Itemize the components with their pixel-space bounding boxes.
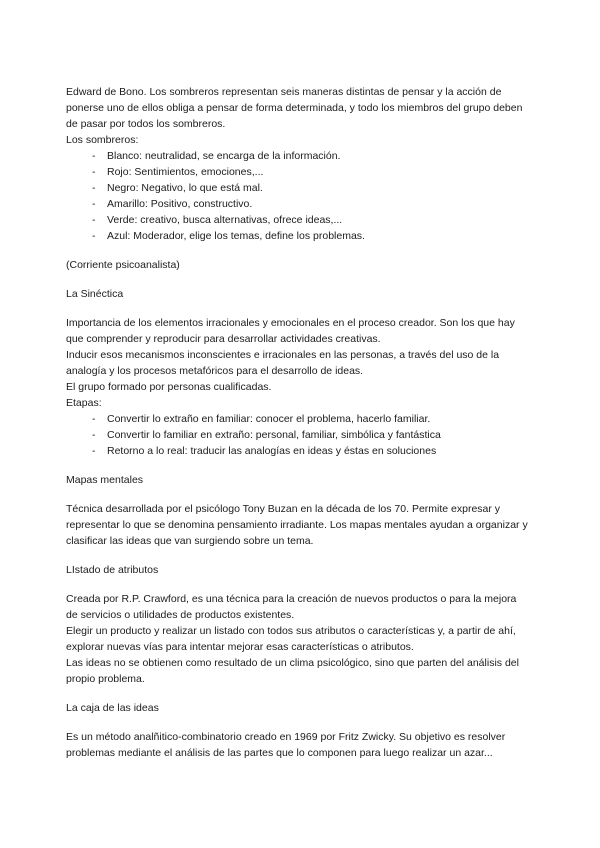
document-body — [66, 84, 530, 761]
list-item — [66, 228, 530, 244]
paragraph: (Corriente psicoanalista) — [66, 259, 180, 271]
paragraph: Las ideas no se obtienen como resultado de un clima psicológico, sino que parten del análisis del propio problema. — [66, 657, 519, 685]
list-item — [66, 212, 530, 228]
list-item-text: Convertir lo extraño en familiar: conocer el problema, hacerlo familiar. — [107, 413, 431, 425]
section-heading: Mapas mentales — [66, 474, 144, 486]
blank-line — [66, 459, 530, 472]
dash-bullet-marker: - — [92, 182, 96, 194]
paragraph: Elegir un producto y realizar un listado con todos sus atributos o características y, a partir de ahí, explorar nuevas vías para intentar mejorar esas características o atributos. — [66, 625, 516, 653]
list-item — [66, 443, 530, 459]
list-item-text: Blanco: neutralidad, se encarga de la información. — [107, 150, 341, 162]
blank-line — [66, 716, 530, 729]
list-item-text: Retorno a lo real: traducir las analogías en ideas y éstas en soluciones — [107, 445, 437, 457]
dash-bullet-marker: - — [92, 230, 96, 242]
dash-bullet-marker: - — [92, 150, 96, 162]
dash-bullet-marker: - — [92, 413, 96, 425]
blank-line — [66, 273, 530, 286]
blank-line — [66, 578, 530, 591]
paragraph: Importancia de los elementos irracionales y emocionales en el proceso creador. Son los que hay que comprender y reproducir para desarrollar actividades creativas. — [66, 317, 515, 345]
paragraph: Inducir esos mecanismos inconscientes e irracionales en las personas, a través del uso de la analogía y los procesos metafóricos para el desarrollo de ideas. — [66, 349, 500, 377]
dash-bullet-marker: - — [92, 214, 96, 226]
dash-bullet-marker: - — [92, 166, 96, 178]
blank-line — [66, 488, 530, 501]
bullet-list — [66, 411, 530, 459]
list-item-text: Amarillo: Positivo, constructivo. — [107, 198, 253, 210]
blank-line — [66, 549, 530, 562]
section-heading: LIstado de atributos — [66, 564, 159, 576]
paragraph: Técnica desarrollada por el psicólogo Tony Buzan en la década de los 70. Permite expresar y representar lo que se denomina pensamiento irradiante. Los mapas mentales ayudan a organizar y clasificar las ideas que van surgiendo sobre un tema. — [66, 503, 528, 547]
dash-bullet-marker: - — [92, 445, 96, 457]
bullet-list — [66, 148, 530, 244]
blank-line — [66, 302, 530, 315]
paragraph: Los sombreros: — [66, 134, 139, 146]
section-heading: La caja de las ideas — [66, 702, 159, 714]
paragraph: El grupo formado por personas cualificadas. — [66, 381, 272, 393]
dash-bullet-marker: - — [92, 429, 96, 441]
list-item — [66, 427, 530, 443]
blank-line — [66, 244, 530, 257]
list-item-text: Negro: Negativo, lo que está mal. — [107, 182, 263, 194]
section-heading: La Sinéctica — [66, 288, 124, 300]
list-item — [66, 196, 530, 212]
list-item-text: Verde: creativo, busca alternativas, ofrece ideas,... — [107, 214, 343, 226]
list-item — [66, 164, 530, 180]
list-item — [66, 148, 530, 164]
paragraph: Creada por R.P. Crawford, es una técnica para la creación de nuevos productos o para la mejora de servicios o utilidades de productos existentes. — [66, 593, 517, 621]
list-item-text: Convertir lo familiar en extraño: personal, familiar, simbólica y fantástica — [107, 429, 441, 441]
paragraph: Edward de Bono. Los sombreros representan seis maneras distintas de pensar y la acción de ponerse uno de ellos obliga a pensar de forma determinada, y todo los miembros del grupo deben de pasar por todos los sombreros. — [66, 86, 523, 130]
list-item — [66, 411, 530, 427]
list-item-text: Azul: Moderador, elige los temas, define los problemas. — [107, 230, 365, 242]
list-item — [66, 180, 530, 196]
paragraph: Es un método analñitico-combinatorio creado en 1969 por Fritz Zwicky. Su objetivo es resolver problemas mediante el análisis de las partes que lo componen para luego realizar un azar... — [66, 731, 506, 759]
list-item-text: Rojo: Sentimientos, emociones,... — [107, 166, 264, 178]
dash-bullet-marker: - — [92, 198, 96, 210]
paragraph: Etapas: — [66, 397, 102, 409]
blank-line — [66, 687, 530, 700]
